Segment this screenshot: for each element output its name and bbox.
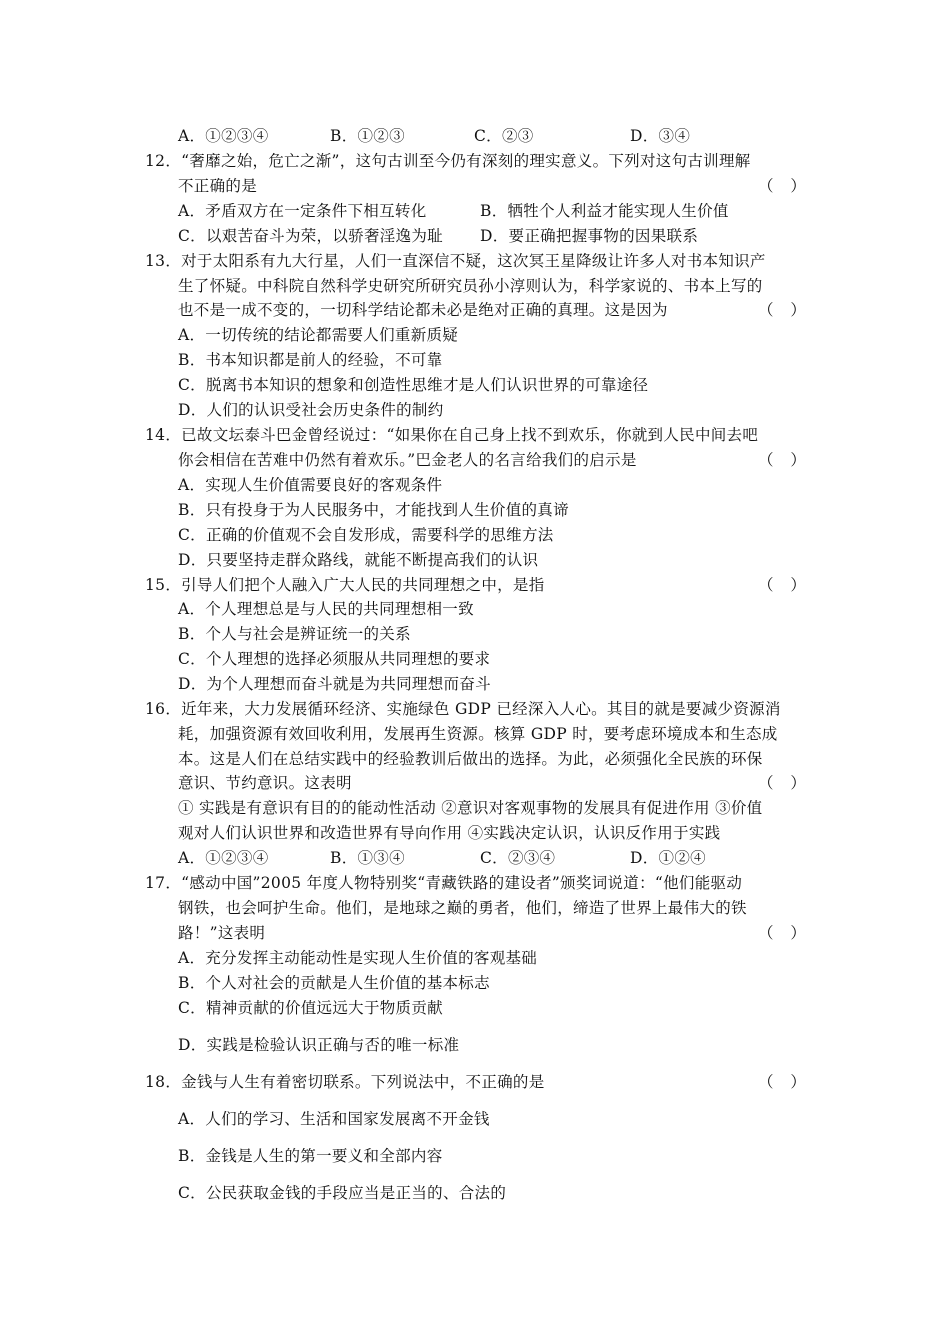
q16-stem-line4: 意识、节约意识。这表明 [178,774,352,792]
q12-stem-line2: 不正确的是 [178,177,258,195]
q16-statements-line2: 观对人们认识世界和改造世界有导向作用 ④实践决定认识，认识反作用于实践 [178,824,721,842]
q12-answer-paren: （ ） [758,177,812,195]
q13-answer-paren: （ ） [758,301,812,319]
q16-stem-line1: 16．近年来，大力发展循环经济、实施绿色 GDP 已经深入人心。其目的就是要减少资源消 [145,700,781,718]
q18-stem-line1: 18．金钱与人生有着密切联系。下列说法中，不正确的是 [145,1073,545,1091]
q13-stem-line1: 13．对于太阳系有九大行星，人们一直深信不疑，这次冥王星降级让许多人对书本知识产 [145,252,766,270]
q17-stem-line3: 路！”这表明 [178,924,266,942]
q13-option-d: D．人们的认识受社会历史条件的制约 [178,401,444,419]
q17-option-c: C．精神贡献的价值远远大于物质贡献 [178,999,443,1017]
q17-option-d: D．实践是检验认识正确与否的唯一标准 [178,1036,460,1054]
q14-option-d: D．只要坚持走群众路线，就能不断提高我们的认识 [178,551,539,569]
q13-option-b: B．书本知识都是前人的经验，不可靠 [178,351,443,369]
q15-stem-line1: 15．引导人们把个人融入广大人民的共同理想之中，是指 [145,576,545,594]
q16-answer-paren: （ ） [758,774,812,792]
q13-stem-line3: 也不是一成不变的，一切科学结论都未必是绝对正确的真理。这是因为 [178,301,668,319]
q16-option-d: D．①②④ [630,849,706,867]
q15-option-a: A．个人理想总是与人民的共同理想相一致 [178,600,474,618]
q16-statements-line1: ① 实践是有意识有目的的能动性活动 ②意识对客观事物的发展具有促进作用 ③价值 [178,799,763,817]
q11-option-c: C．②③ [474,127,534,145]
q14-option-b: B．只有投身于为人民服务中，才能找到人生价值的真谛 [178,501,569,519]
q18-option-b: B．金钱是人生的第一要义和全部内容 [178,1147,443,1165]
q16-option-c: C．②③④ [480,849,556,867]
q12-stem-line1: 12．“奢靡之始，危亡之渐”，这句古训至今仍有深刻的理实意义。下列对这句古训理解 [145,152,751,170]
q14-option-a: A．实现人生价值需要良好的客观条件 [178,476,443,494]
q18-option-a: A．人们的学习、生活和国家发展离不开金钱 [178,1110,490,1128]
q11-option-b: B．①②③ [330,127,405,145]
q14-stem-line2: 你会相信在苦难中仍然有着欢乐。”巴金老人的名言给我们的启示是 [178,451,637,469]
q12-option-a: A．矛盾双方在一定条件下相互转化 [178,202,427,220]
q17-answer-paren: （ ） [758,924,812,942]
q11-option-d: D．③④ [630,127,691,145]
q16-stem-line2: 耗，加强资源有效回收利用，发展再生资源。核算 GDP 时，要考虑环境成本和生态成 [178,725,778,743]
q15-answer-paren: （ ） [758,576,812,594]
q14-stem-line1: 14．已故文坛泰斗巴金曾经说过：“如果你在自己身上找不到欢乐，你就到人民中间去吧 [145,426,759,444]
q14-option-c: C．正确的价值观不会自发形成，需要科学的思维方法 [178,526,554,544]
q12-option-d: D．要正确把握事物的因果联系 [480,227,699,245]
q13-option-c: C．脱离书本知识的想象和创造性思维才是人们认识世界的可靠途径 [178,376,649,394]
q11-option-a: A．①②③④ [178,127,269,145]
q16-option-a: A．①②③④ [178,849,269,867]
q15-option-d: D．为个人理想而奋斗就是为共同理想而奋斗 [178,675,491,693]
q17-stem-line1: 17．“感动中国”2005 年度人物特别奖“青藏铁路的建设者”颁奖词说道：“他们能驱动 [145,874,743,892]
q16-option-b: B．①③④ [330,849,405,867]
q15-option-c: C．个人理想的选择必须服从共同理想的要求 [178,650,491,668]
q12-option-b: B．牺牲个人利益才能实现人生价值 [480,202,729,220]
q18-answer-paren: （ ） [758,1073,812,1091]
q17-option-b: B．个人对社会的贡献是人生价值的基本标志 [178,974,490,992]
q18-option-c: C．公民获取金钱的手段应当是正当的、合法的 [178,1184,507,1202]
q17-option-a: A．充分发挥主动能动性是实现人生价值的客观基础 [178,949,538,967]
q15-option-b: B．个人与社会是辨证统一的关系 [178,625,411,643]
q13-option-a: A．一切传统的结论都需要人们重新质疑 [178,326,459,344]
q13-stem-line2: 生了怀疑。中科院自然科学史研究所研究员孙小淳则认为，科学家说的、书本上写的 [178,277,763,295]
q12-option-c: C．以艰苦奋斗为荣，以骄奢淫逸为耻 [178,227,443,245]
q14-answer-paren: （ ） [758,451,812,469]
q17-stem-line2: 钢铁，也会呵护生命。他们，是地球之巅的勇者，他们，缔造了世界上最伟大的铁 [178,899,747,917]
q16-stem-line3: 本。这是人们在总结实践中的经验教训后做出的选择。为此，必须强化全民族的环保 [178,750,763,768]
